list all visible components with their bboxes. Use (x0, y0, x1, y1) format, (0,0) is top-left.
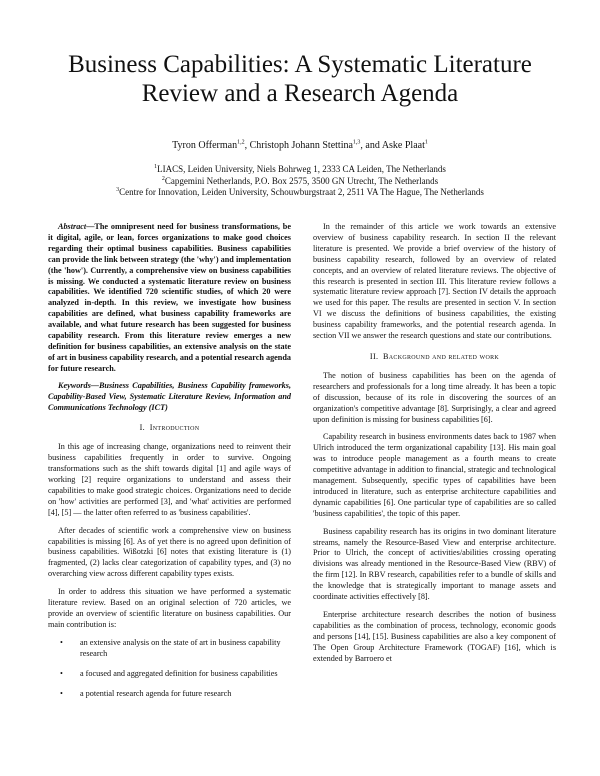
left-column (48, 222, 291, 708)
intro-paragraph: In this age of increasing change, organizations need to reinvent their business capabilities frequently in order to survive. Ongoing transformations such as the shift towards digital [1] and agile ways of working [2] require organizations to understand and assess their capabilities to make good strategic choices. Organizations need to decide on 'how' activities are performed [3], and 'what' activities are performed [4], [5] — the latter often referred to as 'business capabilities'. (48, 442, 291, 517)
author-separator: , (244, 140, 250, 151)
section-numeral: I. (139, 423, 145, 433)
abstract-label: Abstract (58, 222, 87, 231)
intro-continuation-paragraph: In the remainder of this article we work towards an extensive overview of business capability research. In section II the relevant literature is presented. We provide a brief overview of the history of business capability research, followed by an overview of related concepts, and an overview of related literature reviews. The objective of this research is presented in section III. This literature review follows a systematic literature review approach [7]. Section IV details the approach we used for this paper. The results are presented in section V. In section VI we discuss the definitions of business capabilities, the existing business capability frameworks, and the potential research agenda. In section VII we answer the research questions and state our contributions. (313, 222, 556, 341)
section-heading-introduction (48, 423, 291, 434)
affiliation-marker: 1 (154, 164, 158, 170)
author-affiliation-marker: 1,3 (352, 139, 361, 146)
author-name: Tyron Offerman (172, 140, 238, 151)
keywords (48, 381, 291, 414)
paper-title: Business Capabilities: A Systematic Literature Review and a Research Agenda (68, 51, 532, 107)
contribution-item: • an extensive analysis on the state of art in business capability research (80, 638, 291, 660)
section-numeral: II. (369, 351, 379, 361)
author-list (40, 140, 560, 151)
contribution-item: • a focused and aggregated definition for business capabilities (80, 669, 291, 680)
author-affiliation-marker: 1,2 (237, 139, 245, 146)
background-paragraph: The notion of business capabilities has been on the agenda of researchers and professionals for a long time already. It has been a topic of discussion, because of its role in discovering the sources of an organization's competitive advantage [8]. Surprisingly, a clear and agreed upon definition is missing for business capabilities [6]. (313, 370, 556, 424)
intro-paragraph: In order to address this situation we have performed a systematic literature review. Based on an original selection of 720 articles, we provide an overview of scientific literature on business capabilities. Our main contribution is: (48, 587, 291, 629)
section-title: Introduction (149, 423, 200, 433)
section-title: Background and related work (383, 351, 500, 361)
author-affiliation-marker: 1 (424, 139, 428, 146)
keywords-label: Keywords (58, 380, 91, 390)
affiliation-line (40, 164, 560, 176)
affiliation-text: Capgemini Netherlands, P.O. Box 2575, 3500 GN Utrecht, The Netherlands (164, 175, 439, 186)
abstract-text: —The omnipresent need for business transformations, be it digital, agile, or lean, forces organizations to make good choices regarding their optimal business capabilities. Business capabilities can provide the link between strategy (the 'why') and implementation (the 'how'). Currently, a comprehensive view on business capabilities is missing. We conducted a systematic literature review on business capabilities. We identified 720 scientific studies, of which 20 were analyzed in-depth. In this review, we investigate how business capabilities are defined, what business capability frameworks are available, and what future research has been suggested for business capability research. From this literature review emerges a new definition for business capabilities, an extensive analysis on the state of art in business capability research, and a potential research agenda for future research. (48, 222, 291, 373)
author-separator: , and (360, 140, 382, 151)
affiliation-marker: 3 (116, 187, 120, 193)
affiliation-text: LIACS, Leiden University, Niels Bohrweg 1, 2333 CA Leiden, The Netherlands (157, 164, 446, 174)
affiliation-text: Centre for Innovation, Leiden University, Schouwburgstraat 2, 2511 VA The Hague, The Netherlands (119, 187, 484, 197)
affiliation-marker: 2 (161, 175, 165, 182)
intro-paragraph: After decades of scientific work a comprehensive view on business capabilities is missing [6]. As of yet there is no agreed upon definition of business capabilities. Wißotzki [6] notes that existing literature is (1) fragmented, (2) lacks clear categorization of capability types, and (3) no overarching view across different capability types exists. (48, 525, 291, 579)
affiliation-line (40, 187, 560, 199)
affiliations (40, 164, 560, 199)
keywords-text: —Business Capabilities, Business Capability frameworks, Capability-Based View, Systematic Literature Review, Information and Communications Technology (ICT) (48, 380, 291, 412)
background-paragraph: Business capability research has its origins in two dominant literature streams, namely the Resource-Based View and enterprise architecture. Prior to Ulrich, the concept of activities/abilities crossing operating divisions was already mentioned in the Resource-Based View (RBV) of the firm [12]. In RBV research, capabilities refer to a bundle of skills and the knowledge that is strategically important to manage assets and coordinate activities effectively [8]. (313, 526, 556, 602)
abstract (48, 222, 291, 375)
background-paragraph: Capability research in business environments dates back to 1987 when Ulrich introduced the term organizational capability [13]. His main goal was to introduce people management as a fourth means to create competitive advantage in addition to financial, strategic and technological management. Subsequently, specific types of capabilities have been introduced in literature, such as enterprise architecture capabilities and dynamic capabilities [6]. One particular type of capabilities are so called 'business capabilities', the topic of this paper. (313, 432, 556, 518)
author-name: Christoph Johann Stettina (249, 140, 353, 151)
affiliation-line (40, 176, 560, 188)
author-name: Aske Plaat (381, 140, 425, 151)
background-paragraph: Enterprise architecture research describes the notion of business capabilities as the combination of process, technology, economic goods and persons [14], [15]. Business capabilities are also a key component of The Open Group Architecture Framework (TOGAF) [16], which is extended by Barroero et (313, 610, 556, 663)
contribution-item: • a potential research agenda for future research (80, 689, 291, 700)
section-heading-background (313, 352, 556, 363)
right-column (313, 222, 556, 672)
contribution-list (48, 638, 291, 700)
